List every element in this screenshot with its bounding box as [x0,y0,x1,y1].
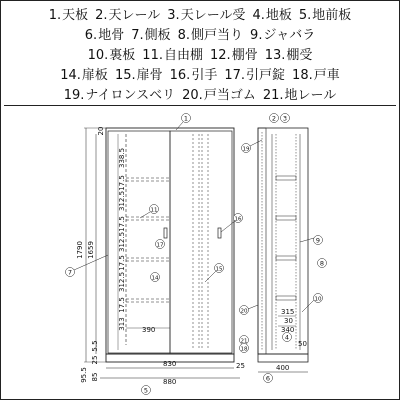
legend-item-number: 16. [169,68,191,83]
svg-text:20: 20 [240,308,248,315]
svg-text:17: 17 [156,242,164,249]
svg-text:11: 11 [150,207,158,214]
svg-text:19: 19 [242,146,250,153]
svg-text:14: 14 [151,275,159,282]
svg-text:3: 3 [282,114,288,123]
pitch-label-4: 312.5 [118,231,126,253]
side-dim-2: 340 [281,326,295,334]
side-dim-3: 50 [298,340,307,348]
legend-item-number: 18. [292,68,313,83]
legend-item-name: 地板 [265,8,292,23]
side-dim-1: 30 [284,317,293,325]
legend-item-number: 19. [63,88,85,103]
legend-item-name: 天レール受 [180,8,246,23]
side-panel-outline [258,128,308,354]
svg-text:1: 1 [183,114,189,123]
svg-text:21: 21 [240,338,248,345]
legend-item-name: 地前板 [312,8,352,23]
legend-item-name: 自由棚 [163,48,203,63]
pitch-label-1: 17.5 [118,175,126,191]
legend-item-number: 9. [250,28,263,43]
overall-height-label: 1790 [76,241,84,259]
inner-height-label: 1659 [87,241,95,259]
pitch-label-0: 338.5 [118,147,126,169]
legend-item-name: 天板 [62,8,89,23]
pitch-label-2: 312.5 [118,190,126,212]
legend-item-name: 扉骨 [136,68,163,83]
overall-width-label: 880 [163,378,177,386]
svg-text:18: 18 [240,346,248,353]
legend-item-name: 引手 [191,68,218,83]
svg-text:16: 16 [234,216,242,223]
side-width-label: 400 [276,364,290,372]
svg-text:10: 10 [314,296,322,303]
svg-text:15: 15 [215,266,223,273]
legend-item-number: 12. [210,48,231,63]
legend-item-number: 8. [177,28,191,43]
svg-text:5: 5 [143,386,149,395]
pitch-label-8: 313 [118,317,126,331]
pitch-label-5: 17.5 [118,255,126,271]
legend-item-name: 天レール [108,8,161,23]
legend-item-name: 戸車 [313,68,340,83]
svg-text:7: 7 [67,268,73,277]
base-dim-0: 5.5 [91,340,99,352]
inner-width-label: 830 [163,360,177,368]
legend-item-name: ジャバラ [263,28,316,43]
pitch-label-7: 17.5 [118,297,126,313]
legend-item-number: 1. [48,8,62,23]
front-view [84,128,240,378]
svg-text:8: 8 [319,259,325,268]
legend-item-number: 14. [60,68,81,83]
legend-item-number: 13. [264,48,286,63]
svg-text:9: 9 [315,236,321,245]
side-base [258,354,308,362]
legend-item-number: 15. [114,68,136,83]
legend-item-number: 4. [252,8,265,23]
legend-item-name: 裏板 [109,48,136,63]
shelf-depth-label: 390 [142,326,156,334]
legend-item-number: 7. [131,28,144,43]
legend-item-name: 棚受 [286,48,313,63]
legend-item-name: 地レール [284,88,337,103]
svg-text:4: 4 [284,333,290,342]
legend-item-number: 5. [298,8,312,23]
legend-item-number: 3. [167,8,180,23]
svg-text:6: 6 [265,374,271,383]
shelves [126,134,170,345]
legend-item-name: 引戸錠 [246,68,286,83]
base-dim-1: 25 [91,355,99,365]
pull-handle [218,228,221,238]
pitch-label-6: 312.5 [118,271,126,293]
legend-item-name: 側板 [144,28,171,43]
right-door [170,131,232,353]
legend-item-number: 20. [182,88,203,103]
legend-item-name: 側戸当り [191,28,244,43]
legend-item-number: 2. [95,8,108,23]
legend-item-number: 6. [84,28,98,43]
legend-item-name: 扉板 [81,68,108,83]
legend-item-name: 地骨 [98,28,125,43]
svg-text:2: 2 [271,114,277,123]
legend-item-number: 17. [224,68,246,83]
side-dim-0: 315 [281,308,295,316]
legend-item-number: 11. [142,48,163,63]
top-offset-label: 20 [97,126,105,136]
side-gap-label: 25 [236,362,245,370]
legend-item-name: 棚骨 [231,48,258,63]
door-frame-holes [193,134,208,350]
legend-item-name: ナイロンスベリ [85,88,176,103]
legend-item-number: 10. [87,48,109,63]
base-dim-3: 85 [91,372,99,382]
legend-item-number: 21. [262,88,284,103]
side-view-callouts [240,114,327,383]
pitch-label-3: 17.5 [118,216,126,232]
lock-handle [164,228,167,238]
front-view-dimensions [76,127,245,386]
side-view-callout-numbers [241,115,325,383]
base-dim-2: 95.5 [80,367,88,383]
legend-item-name: 戸当ゴム [203,88,256,103]
